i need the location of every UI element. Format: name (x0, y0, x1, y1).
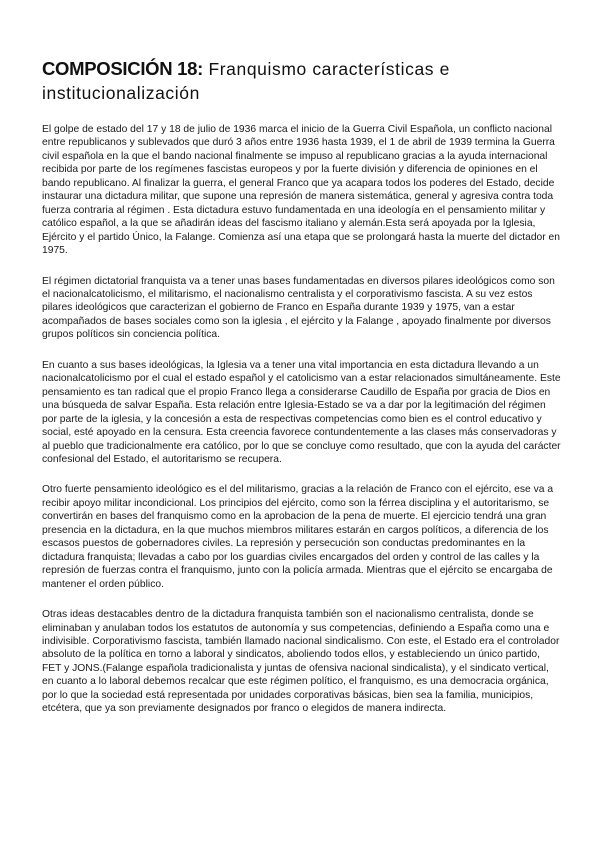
title-lead: COMPOSICIÓN 18: (42, 58, 203, 79)
paragraph-intro: El golpe de estado del 17 y 18 de julio de 1936 marca el inicio de la Guerra Civil Española, un conflicto nacional entre republicanos y sublevados que duró 3 años entre 1936 hasta 1939, el 1 de abril de 1939 termina la Guerra civil española en la que el bando nacional finalmente se impuso al republicano gracias a la ayuda internacional recibida por parte de los regímenes fascistas europeos y por la fuerte división y diferencia de opiniones en el bando republicano. Al finalizar la guerra, el general Franco que ya acapara todos los poderes del Estado, decide instaurar una dictadura militar, que supone una represión de manera sistemática, general y agresiva contra toda fuerza contraria al régimen . Esta dictadura estuvo fundamentada en una ideología en el pensamiento militar y católico español, a la que se añadirán ideas del fascismo italiano y alemán.Esta será apoyada por la Iglesia, Ejército y el partido Único, la Falange. Comienza así una etapa que se prolongará hasta la muerte del dictador en 1975. (42, 124, 561, 257)
title-subtitle: Franquismo características e institucionalización (42, 59, 450, 103)
paragraph-militarismo: Otro fuerte pensamiento ideológico es el del militarismo, gracias a la relación de Franco con el ejército, ese va a recibir apoyo militar incondicional. Los principios del ejército, como son la férrea disciplina y el autoritarismo, se convertirán en bases del franquismo como en la aprobacion de la pena de muerte. El ejercicio tendrá una gran presencia en la dictadura, en la que muchos miembros militares estarán en cargos políticos, a diferencia de los escasos puestos de gobernadores civiles. La represión y persecución son conductas predominantes en la dictadura franquista; llevadas a cabo por los guardias civiles encargados del orden y control de las calles y la represión de fuerzas contra el franquismo, junto con la policía armada. Mientras que el ejército se encargaba de mantener el orden público. (42, 484, 554, 590)
document-page (42, 57, 561, 733)
page-title (42, 57, 561, 105)
paragraph-nacionalismo-corporativismo: Otras ideas destacables dentro de la dictadura franquista también son el nacionalismo centralista, donde se eliminaban y anulaban todos los estatutos de autonomía y sus competencias, definiendo a España como una e indivisible. Corporativismo fascista, también llamado nacional sindicalismo. Con este, el Estado era el controlador absoluto de la política en torno a laboral y sindicatos, aboliendo todos ellos, y estableciendo un único partido, FET y JONS.(Falange española tradicionalista y juntas de ofensiva nacional sindicalista), y el sindicato vertical, en cuanto a lo laboral debemos recalcar que este régimen político, el franquismo, es una democracia orgánica, por lo que la sociedad está representada por unidades corporativas básicas, bien sea la familia, municipios, etcétera, que ya son previamente designados por franco o elegidos de manera indirecta. (42, 609, 560, 715)
paragraph-ideological-pillars: El régimen dictatorial franquista va a tener unas bases fundamentadas en diversos pilares ideológicos como son el nacionalcatolicismo, el militarismo, el nacionalismo centralista y el corporativismo fascista. A su vez estos pilares ideológicos que caracterizan el gobierno de Franco en España durante 1939 y 1975, van a estar acompañados de bases sociales como son la iglesia , el ejército y la Falange , apoyado finalmente por diversos grupos políticos sin conciencia política. (42, 275, 555, 341)
paragraph-nacionalcatolicismo: En cuanto a sus bases ideológicas, la Iglesia va a tener una vital importancia en esta dictadura llevando a un nacionalcatolicismo por el cual el estado español y el catolicismo van a estar relacionados simultáneamente. Este pensamiento es tan radical que el propio Franco llega a considerarse Caudillo de España por gracia de Dios en una búsqueda de salvar España. Esta relación entre Iglesia-Estado se va a dar por la legitimación del régimen por parte de la iglesia, y la concesión a esta de respectivas competencias como bien es el control educativo y social, esté apoyado en la censura. Esta creencia favorece contundentemente a las clases más conservadoras y al pueblo que tradicionalmente era católico, por lo que se concluye como resultado, que con la ayuda del carácter confesional del Estado, el autoritarismo se recupera. (42, 359, 561, 465)
